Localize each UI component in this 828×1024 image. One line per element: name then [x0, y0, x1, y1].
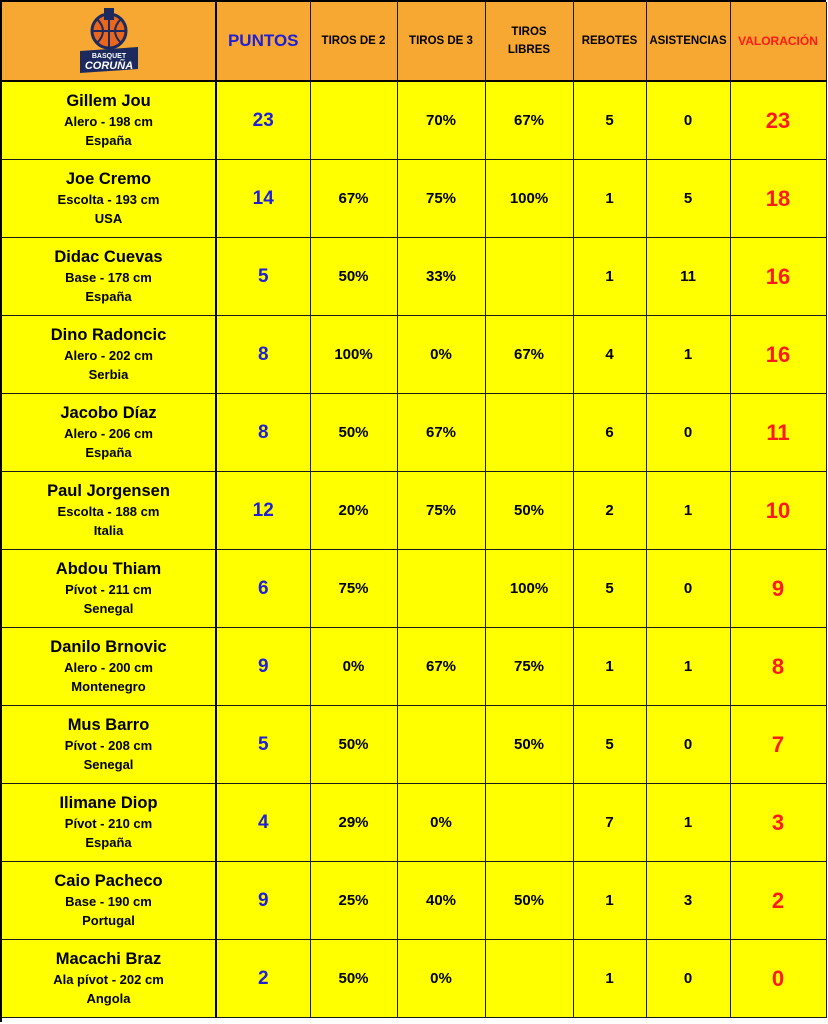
tiros-libres-cell [485, 784, 573, 862]
player-row [2, 706, 826, 784]
player-country: Italia [93, 522, 124, 538]
asistencias-cell: 3 [646, 862, 730, 940]
player-position-height: Base - 178 cm [65, 270, 152, 286]
puntos-cell: 8 [216, 316, 310, 394]
player-country: Angola [86, 990, 131, 1006]
player-cell [2, 81, 216, 160]
header-asistencias: ASISTENCIAS [646, 2, 730, 81]
header-valoracion: VALORACIÓN [730, 2, 826, 81]
tiros-3-cell: 0% [397, 940, 485, 1018]
player-row [2, 160, 826, 238]
tiros-2-cell: 50% [310, 940, 397, 1018]
player-position-height: Ala pívot - 202 cm [53, 972, 164, 988]
asistencias-cell: 0 [646, 394, 730, 472]
player-country: Portugal [82, 912, 135, 928]
player-name: Didac Cuevas [54, 248, 163, 267]
tiros-2-cell: 67% [310, 160, 397, 238]
valoracion-cell: 18 [730, 160, 826, 238]
player-name: Paul Jorgensen [47, 482, 170, 501]
logo-text-line2: CORUÑA [84, 60, 133, 72]
rebotes-cell: 5 [573, 706, 646, 784]
tiros-2-cell: 50% [310, 706, 397, 784]
puntos-cell: 6 [216, 550, 310, 628]
rebotes-cell: 5 [573, 81, 646, 160]
tiros-2-cell: 0% [310, 628, 397, 706]
asistencias-cell: 0 [646, 550, 730, 628]
player-cell [2, 940, 216, 1018]
player-cell [2, 238, 216, 316]
player-row [2, 316, 826, 394]
tiros-2-cell: 75% [310, 550, 397, 628]
player-name: Joe Cremo [65, 170, 152, 189]
tiros-3-cell: 0% [397, 784, 485, 862]
player-row [2, 940, 826, 1018]
player-row [2, 862, 826, 940]
player-country: USA [94, 210, 123, 226]
tiros-3-cell: 67% [397, 628, 485, 706]
valoracion-cell: 9 [730, 550, 826, 628]
puntos-cell: 12 [216, 472, 310, 550]
player-name: Gillem Jou [66, 92, 151, 111]
header-puntos: PUNTOS [216, 2, 310, 81]
puntos-cell: 4 [216, 784, 310, 862]
tiros-3-cell [397, 550, 485, 628]
player-position-height: Base - 190 cm [65, 894, 152, 910]
asistencias-cell: 5 [646, 160, 730, 238]
player-name: Danilo Brnovic [50, 638, 167, 657]
player-row [2, 394, 826, 472]
player-position-height: Escolta - 193 cm [57, 192, 160, 208]
tiros-libres-cell: 50% [485, 706, 573, 784]
puntos-cell: 2 [216, 940, 310, 1018]
asistencias-cell: 0 [646, 81, 730, 160]
tiros-3-cell: 70% [397, 81, 485, 160]
tiros-libres-cell: 100% [485, 550, 573, 628]
tiros-libres-cell [485, 394, 573, 472]
puntos-cell: 5 [216, 238, 310, 316]
header-row [2, 2, 826, 81]
valoracion-cell: 11 [730, 394, 826, 472]
player-country: Serbia [88, 366, 129, 382]
tiros-3-cell: 67% [397, 394, 485, 472]
tiros-2-cell: 25% [310, 862, 397, 940]
player-position-height: Pívot - 210 cm [64, 816, 153, 832]
tiros-3-cell: 0% [397, 316, 485, 394]
player-country: España [85, 444, 132, 460]
tiros-2-cell: 20% [310, 472, 397, 550]
tiros-3-cell: 33% [397, 238, 485, 316]
team-logo [74, 7, 144, 75]
rebotes-cell: 2 [573, 472, 646, 550]
rebotes-cell: 6 [573, 394, 646, 472]
player-stats-table [2, 2, 827, 1018]
tiros-libres-cell: 100% [485, 160, 573, 238]
header-rebotes: REBOTES [573, 2, 646, 81]
player-cell [2, 550, 216, 628]
player-row [2, 238, 826, 316]
valoracion-cell: 16 [730, 316, 826, 394]
player-country: España [85, 834, 132, 850]
player-cell [2, 472, 216, 550]
asistencias-cell: 1 [646, 316, 730, 394]
player-name: Abdou Thiam [55, 560, 162, 579]
player-country: Montenegro [71, 678, 146, 694]
player-position-height: Escolta - 188 cm [57, 504, 160, 520]
rebotes-cell: 4 [573, 316, 646, 394]
rebotes-cell: 7 [573, 784, 646, 862]
player-position-height: Pívot - 211 cm [65, 582, 152, 598]
rebotes-cell: 1 [573, 862, 646, 940]
player-name: Macachi Braz [55, 950, 162, 969]
tiros-3-cell: 75% [397, 160, 485, 238]
puntos-cell: 23 [216, 81, 310, 160]
player-name: Ilimane Diop [59, 794, 158, 813]
puntos-cell: 14 [216, 160, 310, 238]
valoracion-cell: 16 [730, 238, 826, 316]
player-country: España [85, 288, 132, 304]
player-row [2, 550, 826, 628]
player-country: Senegal [83, 756, 134, 772]
rebotes-cell: 1 [573, 628, 646, 706]
player-name: Dino Radoncic [50, 326, 167, 345]
tiros-3-cell: 40% [397, 862, 485, 940]
player-row [2, 472, 826, 550]
player-position-height: Alero - 202 cm [64, 348, 153, 364]
player-row [2, 81, 826, 160]
header-tiros-3: TIROS DE 3 [397, 2, 485, 81]
puntos-cell: 9 [216, 628, 310, 706]
tiros-2-cell: 50% [310, 238, 397, 316]
puntos-cell: 5 [216, 706, 310, 784]
asistencias-cell: 0 [646, 706, 730, 784]
tiros-2-cell: 29% [310, 784, 397, 862]
tiros-libres-cell: 50% [485, 472, 573, 550]
header-tiros-2: TIROS DE 2 [310, 2, 397, 81]
player-name: Caio Pacheco [54, 872, 163, 891]
valoracion-cell: 0 [730, 940, 826, 1018]
team-logo-cell [2, 2, 216, 81]
player-country: Senegal [83, 600, 134, 616]
tiros-libres-cell: 75% [485, 628, 573, 706]
player-position-height: Alero - 200 cm [64, 660, 153, 676]
player-position-height: Alero - 198 cm [64, 114, 153, 130]
tiros-3-cell: 75% [397, 472, 485, 550]
puntos-cell: 8 [216, 394, 310, 472]
tiros-libres-cell [485, 238, 573, 316]
rebotes-cell: 1 [573, 238, 646, 316]
player-row [2, 628, 826, 706]
puntos-cell: 9 [216, 862, 310, 940]
player-cell [2, 394, 216, 472]
valoracion-cell: 10 [730, 472, 826, 550]
tiros-3-cell [397, 706, 485, 784]
player-row [2, 784, 826, 862]
rebotes-cell: 1 [573, 160, 646, 238]
player-name: Jacobo Díaz [60, 404, 157, 423]
asistencias-cell: 1 [646, 784, 730, 862]
player-cell [2, 862, 216, 940]
valoracion-cell: 2 [730, 862, 826, 940]
player-cell [2, 316, 216, 394]
tiros-2-cell: 100% [310, 316, 397, 394]
player-cell [2, 706, 216, 784]
valoracion-cell: 8 [730, 628, 826, 706]
asistencias-cell: 1 [646, 472, 730, 550]
asistencias-cell: 0 [646, 940, 730, 1018]
tiros-2-cell: 50% [310, 394, 397, 472]
rebotes-cell: 5 [573, 550, 646, 628]
player-position-height: Pívot - 208 cm [64, 738, 153, 754]
player-cell [2, 628, 216, 706]
player-cell [2, 160, 216, 238]
valoracion-cell: 7 [730, 706, 826, 784]
player-position-height: Alero - 206 cm [64, 426, 153, 442]
header-tiros-libres: TIROS LIBRES [485, 2, 573, 81]
tiros-libres-cell: 67% [485, 81, 573, 160]
tiros-libres-cell: 67% [485, 316, 573, 394]
tiros-2-cell [310, 81, 397, 160]
asistencias-cell: 11 [646, 238, 730, 316]
rebotes-cell: 1 [573, 940, 646, 1018]
player-cell [2, 784, 216, 862]
player-name: Mus Barro [67, 716, 150, 735]
asistencias-cell: 1 [646, 628, 730, 706]
player-country: España [85, 132, 132, 148]
valoracion-cell: 23 [730, 81, 826, 160]
logo-text-line1: BASQUET [91, 53, 126, 60]
tiros-libres-cell: 50% [485, 862, 573, 940]
tiros-libres-cell [485, 940, 573, 1018]
valoracion-cell: 3 [730, 784, 826, 862]
